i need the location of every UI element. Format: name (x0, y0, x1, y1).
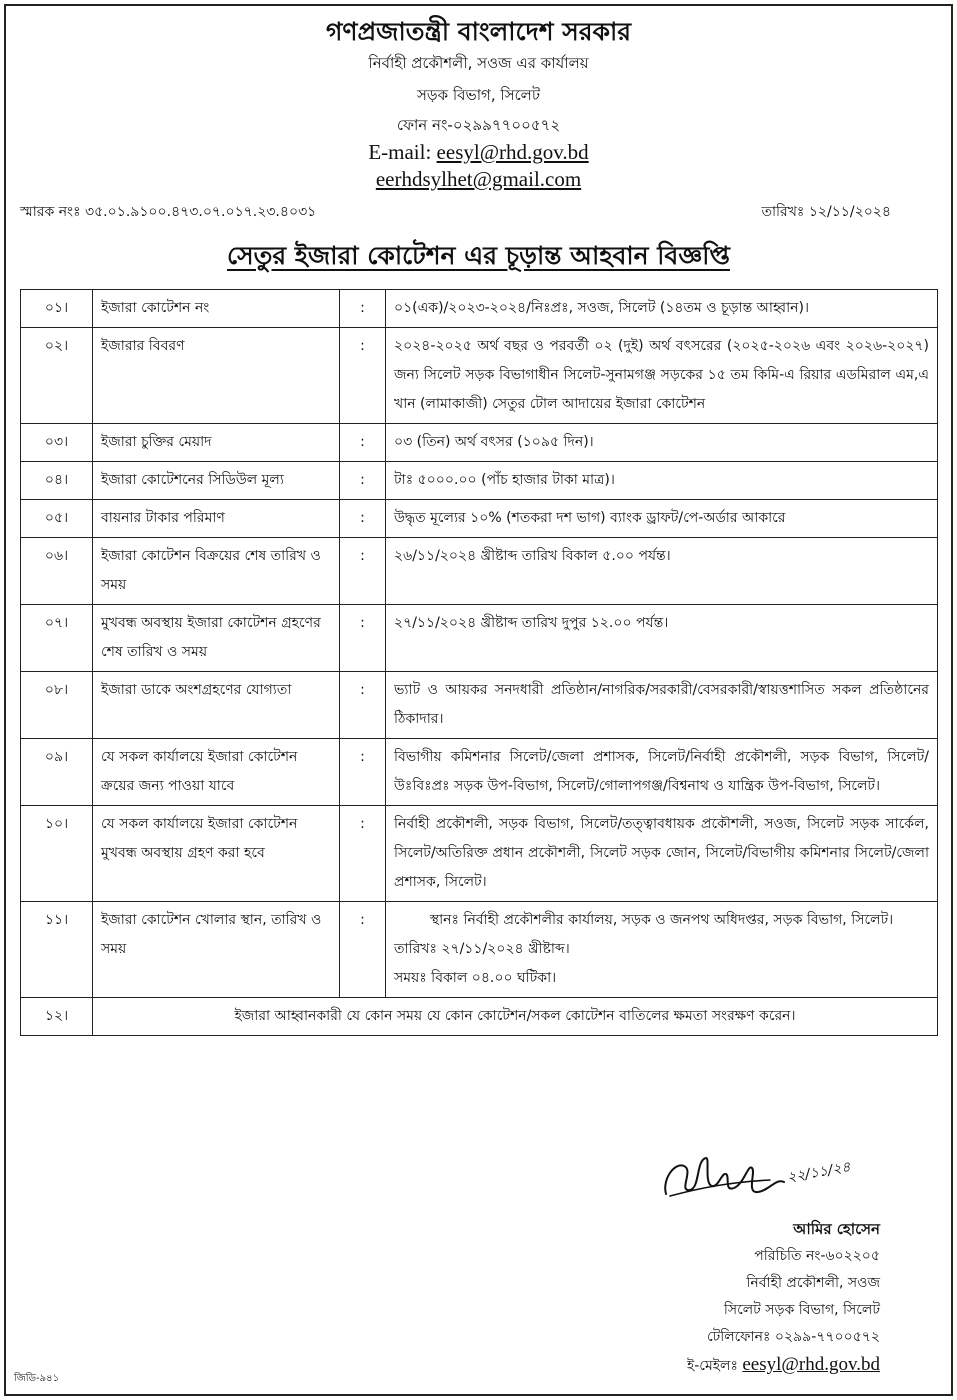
row-value: ০৩ (তিন) অর্থ বৎসর (১০৯৫ দিন)। (386, 424, 938, 462)
email-line-2 (0, 167, 957, 192)
government-title: গণপ্রজাতন্ত্রী বাংলাদেশ সরকার (326, 17, 631, 46)
row-colon: : (340, 739, 386, 806)
row-label: ইজারা কোটেশন খোলার স্থান, তারিখ ও সময় (93, 902, 340, 998)
signatory-email-label: ই-মেইলঃ (686, 1358, 743, 1374)
gd-code: জিডি-৯৪১ (14, 1373, 60, 1384)
quotation-info-table (20, 289, 938, 1036)
row-label: ইজারা ডাকে অংশগ্রহণের যোগ্যতা (93, 672, 340, 739)
row-serial: ০৯। (21, 739, 93, 806)
table-row (21, 328, 938, 424)
row-label: মুখবন্ধ অবস্থায় ইজারা কোটেশন গ্রহণের শেষ তারিখ ও সময় (93, 605, 340, 672)
notice-date: তারিখঃ ১২/১১/২০২৪ (761, 204, 891, 220)
signature-image (660, 1152, 860, 1208)
row-colon: : (340, 328, 386, 424)
row-serial: ০৩। (21, 424, 93, 462)
signatory-phone: টেলিফোনঃ ০২৯৯-৭৭০০৫৭২ (706, 1329, 880, 1345)
table-row (21, 290, 938, 328)
table-row (21, 739, 938, 806)
row-colon: : (340, 538, 386, 605)
table-row (21, 538, 938, 605)
row-value: বিভাগীয় কমিশনার সিলেট/জেলা প্রশাসক, সিলেট/নির্বাহী প্রকৌশলী, সড়ক বিভাগ, সিলেট/উঃবিঃপ্রঃ সড়ক উপ-বিভাগ, সিলেট/গোলাপগঞ্জ/বিশ্বনাথ ও যান্ত্রিক উপ-বিভাগ, সিলেট। (386, 739, 938, 806)
opening-time: সময়ঃ বিকাল ০৪.০০ ঘটিকা। (394, 970, 557, 986)
signatory-email-line (580, 1351, 880, 1380)
table-row (21, 672, 938, 739)
row-value: ২৬/১১/২০২৪ খ্রীষ্টাব্দ তারিখ বিকাল ৫.০০ পর্যন্ত। (386, 538, 938, 605)
row-serial: ০৫। (21, 500, 93, 538)
email-label: E-mail: (368, 140, 437, 164)
table-row (21, 605, 938, 672)
signatory-email-link[interactable]: eesyl@rhd.gov.bd (742, 1354, 880, 1375)
row-value: উদ্ধৃত মূল্যের ১০% (শতকরা দশ ভাগ) ব্যাংক ড্রাফট/পে-অর্ডার আকারে (386, 500, 938, 538)
signatory-name: আমির হোসেন (793, 1220, 880, 1238)
table-row-rights (21, 998, 938, 1036)
row-serial: ০৬। (21, 538, 93, 605)
division-name: সড়ক বিভাগ, সিলেট (417, 86, 540, 104)
email-link-primary[interactable]: eesyl@rhd.gov.bd (436, 140, 589, 164)
row-serial: ০১। (21, 290, 93, 328)
row-colon: : (340, 902, 386, 998)
row-label: ইজারা চুক্তির মেয়াদ (93, 424, 340, 462)
headline-text: সেতুর ইজারা কোটেশন এর চূড়ান্ত আহবান বিজ্ঞপ্তি (227, 241, 730, 270)
row-serial: ১২। (21, 998, 93, 1036)
row-serial: ০২। (21, 328, 93, 424)
office-name: নির্বাহী প্রকৌশলী, সওজ এর কার্যালয় (368, 54, 589, 72)
signatory-designation: নির্বাহী প্রকৌশলী, সওজ (746, 1275, 880, 1291)
rights-reservation-text: ইজারা আহ্বানকারী যে কোন সময় যে কোন কোটেশন/সকল কোটেশন বাতিলের ক্ষমতা সংরক্ষণ করেন। (93, 998, 938, 1036)
row-label: ইজারা কোটেশন নং (93, 290, 340, 328)
signature-date: ২২/১১/২৪ (785, 1159, 852, 1186)
row-label: ইজারা কোটেশনের সিডিউল মূল্য (93, 462, 340, 500)
table-row (21, 806, 938, 902)
row-colon: : (340, 806, 386, 902)
row-serial: ১০। (21, 806, 93, 902)
signatory-block (580, 1216, 880, 1380)
table-row (21, 462, 938, 500)
table-row-opening (21, 902, 938, 998)
row-label: ইজারা কোটেশন বিক্রয়ের শেষ তারিখ ও সময় (93, 538, 340, 605)
row-label: ইজারার বিবরণ (93, 328, 340, 424)
row-label: বায়নার টাকার পরিমাণ (93, 500, 340, 538)
row-label: যে সকল কার্যালয়ে ইজারা কোটেশন ক্রয়ের জন্য পাওয়া যাবে (93, 739, 340, 806)
row-value: টাঃ ৫০০০.০০ (পাঁচ হাজার টাকা মাত্র)। (386, 462, 938, 500)
row-value: ২৭/১১/২০২৪ খ্রীষ্টাব্দ তারিখ দুপুর ১২.০০ পর্যন্ত। (386, 605, 938, 672)
table-row (21, 500, 938, 538)
row-colon: : (340, 290, 386, 328)
opening-place: স্থানঃ নির্বাহী প্রকৌশলীর কার্যালয়, সড়ক ও জনপথ অধিদপ্তর, সড়ক বিভাগ, সিলেট। (429, 912, 894, 928)
memo-number: স্মারক নংঃ ৩৫.০১.৯১০০.৪৭৩.০৭.০১৭.২৩.৪০৩১ (20, 204, 317, 220)
email-line (0, 140, 957, 165)
row-serial: ০৮। (21, 672, 93, 739)
row-colon: : (340, 424, 386, 462)
row-value: ০১(এক)/২০২৩-২০২৪/নিঃপ্রঃ, সওজ, সিলেট (১৪তম ও চূড়ান্ত আহ্বান)। (386, 290, 938, 328)
row-serial: ০৭। (21, 605, 93, 672)
signatory-office: সিলেট সড়ক বিভাগ, সিলেট (723, 1302, 880, 1318)
row-colon: : (340, 605, 386, 672)
row-label: যে সকল কার্যালয়ে ইজারা কোটেশন মুখবন্ধ অবস্থায় গ্রহণ করা হবে (93, 806, 340, 902)
table-row (21, 424, 938, 462)
office-phone: ফোন নং-০২৯৯৭৭০০৫৭২ (396, 116, 561, 134)
row-value: ২০২৪-২০২৫ অর্থ বছর ও পরবর্তী ০২ (দুই) অর্থ বৎসরের (২০২৫-২০২৬ এবং ২০২৬-২০২৭) জন্য সিলেট সড়ক বিভাগাধীন সিলেট-সুনামগঞ্জ সড়কের ১৫ তম কিমি-এ রিয়ার এডমিরাল এম,এ খান (লামাকাজী) সেতুর টোল আদায়ের ইজারা কোটেশন (386, 328, 938, 424)
row-serial: ০৪। (21, 462, 93, 500)
row-colon: : (340, 672, 386, 739)
signatory-id: পরিচিতি নং-৬০২২০৫ (754, 1248, 880, 1264)
email-link-secondary[interactable]: eerhdsylhet@gmail.com (375, 167, 582, 191)
row-value: ভ্যাট ও আয়কর সনদধারী প্রতিষ্ঠান/নাগরিক/সরকারী/বেসরকারী/স্বায়ত্তশাসিত সকল প্রতিষ্ঠানের ঠিকাদার। (386, 672, 938, 739)
row-serial: ১১। (21, 902, 93, 998)
row-colon: : (340, 462, 386, 500)
opening-details (386, 902, 938, 998)
notice-headline (0, 236, 957, 279)
opening-date: তারিখঃ ২৭/১১/২০২৪ খ্রীষ্টাব্দ। (394, 941, 570, 957)
row-value: নির্বাহী প্রকৌশলী, সড়ক বিভাগ, সিলেট/তত্ত্বাবধায়ক প্রকৌশলী, সওজ, সিলেট সড়ক সার্কেল, সিলেট/অতিরিক্ত প্রধান প্রকৌশলী, সিলেট সড়ক জোন, সিলেট/বিভাগীয় কমিশনার সিলেট/জেলা প্রশাসক, সিলেট। (386, 806, 938, 902)
row-colon: : (340, 500, 386, 538)
